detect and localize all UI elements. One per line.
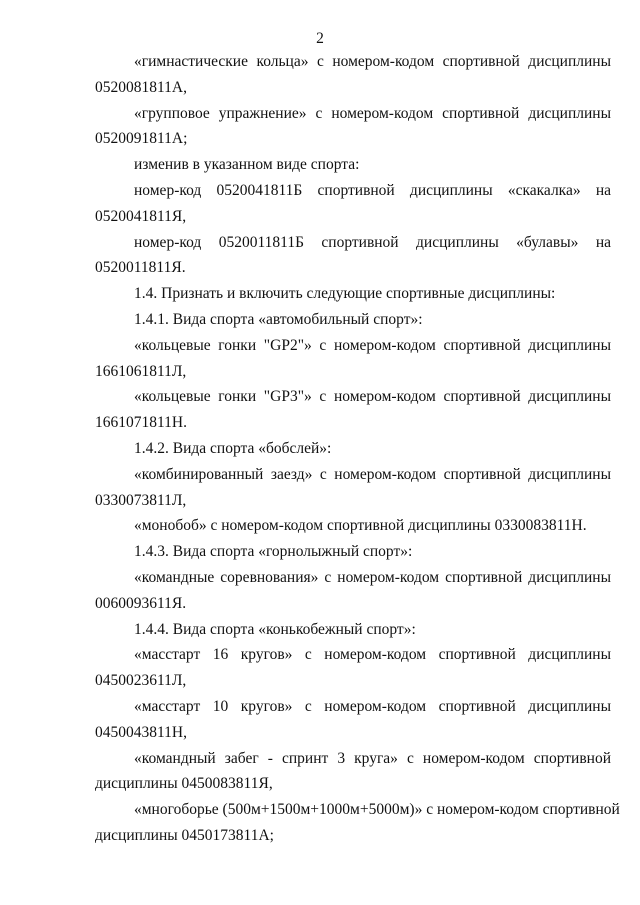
paragraph-continuation-line: 0060093611Я. <box>95 594 187 612</box>
paragraph-line: «комбинированный заезд» с номером-кодом спортивной дисциплины <box>134 465 611 483</box>
paragraph-line: 1.4.4. Вида спорта «конькобежный спорт»: <box>134 620 416 638</box>
paragraph-continuation-line: 0520091811А; <box>95 130 188 148</box>
paragraph-continuation-line: 0450043811Н, <box>95 723 187 741</box>
paragraph-continuation-line: 0330073811Л, <box>95 491 187 509</box>
paragraph-line: «командные соревнования» с номером-кодом спортивной дисциплины <box>134 569 611 586</box>
paragraph-continuation-line: 0520081811А, <box>95 78 187 96</box>
paragraph-continuation-line: 1661071811Н. <box>95 414 187 432</box>
paragraph-line: «кольцевые гонки "GP2"» с номером-кодом спортивной дисциплины <box>134 336 611 354</box>
paragraph-continuation-line: 0520011811Я. <box>95 259 186 277</box>
paragraph-continuation-line: дисциплины 0450173811А; <box>95 827 274 844</box>
paragraph-line: «кольцевые гонки "GP3"» с номером-кодом спортивной дисциплины <box>134 388 611 406</box>
paragraph-continuation-line: 0520041811Я, <box>95 207 187 225</box>
paragraph-line: 1.4.2. Вида спорта «бобслей»: <box>134 440 332 457</box>
paragraph-line: номер-код 0520041811Б спортивной дисциплины «скакалка» на <box>134 182 611 199</box>
paragraph-line: «командный забег - спринт 3 круга» с номером-кодом спортивной <box>134 749 611 767</box>
paragraph-line: 1.4. Признать и включить следующие спортивные дисциплины: <box>134 285 556 303</box>
paragraph-line: 1.4.1. Вида спорта «автомобильный спорт»: <box>134 311 423 328</box>
paragraph-line: 1.4.3. Вида спорта «горнолыжный спорт»: <box>134 543 413 561</box>
paragraph-continuation-line: 0450023611Л, <box>95 672 187 690</box>
paragraph-continuation-line: 1661061811Л, <box>95 362 187 380</box>
paragraph-line: «масстарт 10 кругов» с номером-кодом спортивной дисциплины <box>134 698 611 715</box>
paragraph-line: «многоборье (500м+1500м+1000м+5000м)» с номером-кодом спортивной <box>134 801 620 819</box>
paragraph-line: изменив в указанном виде спорта: <box>134 156 360 174</box>
page-number: 2 <box>316 30 324 47</box>
paragraph-line: номер-код 0520011811Б спортивной дисциплины «булавы» на <box>134 233 611 251</box>
paragraph-continuation-line: дисциплины 0450083811Я, <box>95 775 273 793</box>
paragraph-line: «гимнастические кольца» с номером-кодом спортивной дисциплины <box>134 53 611 70</box>
paragraph-line: «монобоб» с номером-кодом спортивной дисциплины 0330083811Н. <box>134 517 587 535</box>
paragraph-line: «групповое упражнение» с номером-кодом спортивной дисциплины <box>134 104 611 122</box>
paragraph-line: «масстарт 16 кругов» с номером-кодом спортивной дисциплины <box>134 646 611 664</box>
